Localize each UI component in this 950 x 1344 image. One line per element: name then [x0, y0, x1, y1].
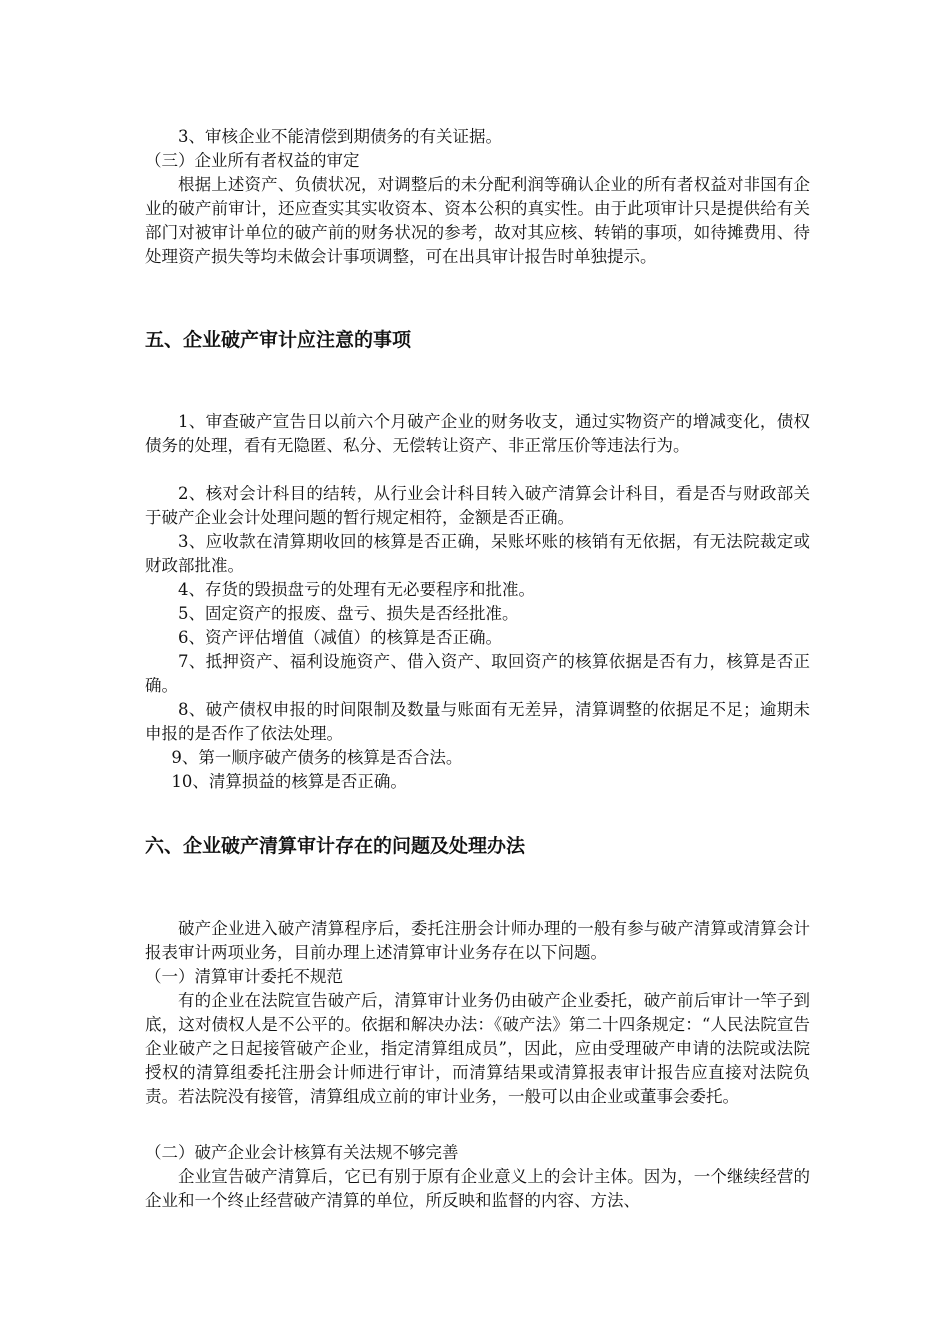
list-item-5-6: 6、资产评估增值（减值）的核算是否正确。 — [178, 628, 502, 647]
section-heading-6: 六、企业破产清算审计存在的问题及处理办法 — [145, 835, 526, 857]
list-item-5-7: 7、抵押资产、福利设施资产、借入资产、取回资产的核算依据是否有力，核算是否正确。 — [145, 652, 810, 695]
list-item-5-1: 1、审查破产宣告日以前六个月破产企业的财务收支，通过实物资产的增减变化，债权债务的处理，看有无隐匿、私分、无偿转让资产、非正常压价等违法行为。 — [145, 412, 810, 455]
subheading-equity-review: （三）企业所有者权益的审定 — [145, 151, 360, 170]
list-item-5-5: 5、固定资产的报废、盘亏、损失是否经批准。 — [178, 604, 519, 623]
paragraph-equity-review: 根据上述资产、负债状况，对调整后的未分配利润等确认企业的所有者权益对非国有企业的破产前审计，还应查实其实收资本、资本公积的真实性。由于此项审计只是提供给有关部门对被审计单位的破产前的财务状况的参考，故对其应核、转销的事项，如待摊费用、待处理资产损失等均未做会计事项调整，可在出具审计报告时单独提示。 — [145, 175, 810, 266]
subheading-entrustment: （一）清算审计委托不规范 — [145, 967, 343, 986]
list-item-5-9: 9、第一顺序破产债务的核算是否合法。 — [171, 748, 463, 767]
paragraph-audit-evidence: 3、审核企业不能清偿到期债务的有关证据。 — [178, 127, 502, 146]
list-item-5-3: 3、应收款在清算期收回的核算是否正确，呆账坏账的核销有无依据，有无法院裁定或财政部批准。 — [145, 532, 810, 575]
paragraph-accounting-rules: 企业宣告破产清算后，它已有别于原有企业意义上的会计主体。因为，一个继续经营的企业和一个终止经营破产清算的单位，所反映和监督的内容、方法、 — [145, 1167, 810, 1210]
list-item-5-4: 4、存货的毁损盘亏的处理有无必要程序和批准。 — [178, 580, 535, 599]
paragraph-entrustment: 有的企业在法院宣告破产后，清算审计业务仍由破产企业委托，破产前后审计一竿子到底，这对债权人是不公平的。依据和解决办法：《破产法》第二十四条规定：“人民法院宣告企业破产之日起接管破产企业，指定清算组成员”，因此，应由受理破产申请的法院或法院授权的清算组委托注册会计师进行审计，而清算结果或清算报表审计报告应直接对法院负责。若法院没有接管，清算组成立前的审计业务，一般可以由企业或董事会委托。 — [145, 991, 810, 1106]
subheading-accounting-rules: （二）破产企业会计核算有关法规不够完善 — [145, 1143, 459, 1162]
list-item-5-2: 2、核对会计科目的结转，从行业会计科目转入破产清算会计科目，看是否与财政部关于破产企业会计处理问题的暂行规定相符，金额是否正确。 — [145, 484, 810, 527]
section-heading-5: 五、企业破产审计应注意的事项 — [145, 329, 412, 351]
list-item-5-8: 8、破产债权申报的时间限制及数量与账面有无差异，清算调整的依据足不足；逾期未申报的是否作了依法处理。 — [145, 700, 810, 743]
list-item-5-10: 10、清算损益的核算是否正确。 — [171, 772, 407, 791]
paragraph-section6-intro: 破产企业进入破产清算程序后，委托注册会计师办理的一般有参与破产清算或清算会计报表审计两项业务，目前办理上述清算审计业务存在以下问题。 — [145, 919, 810, 962]
